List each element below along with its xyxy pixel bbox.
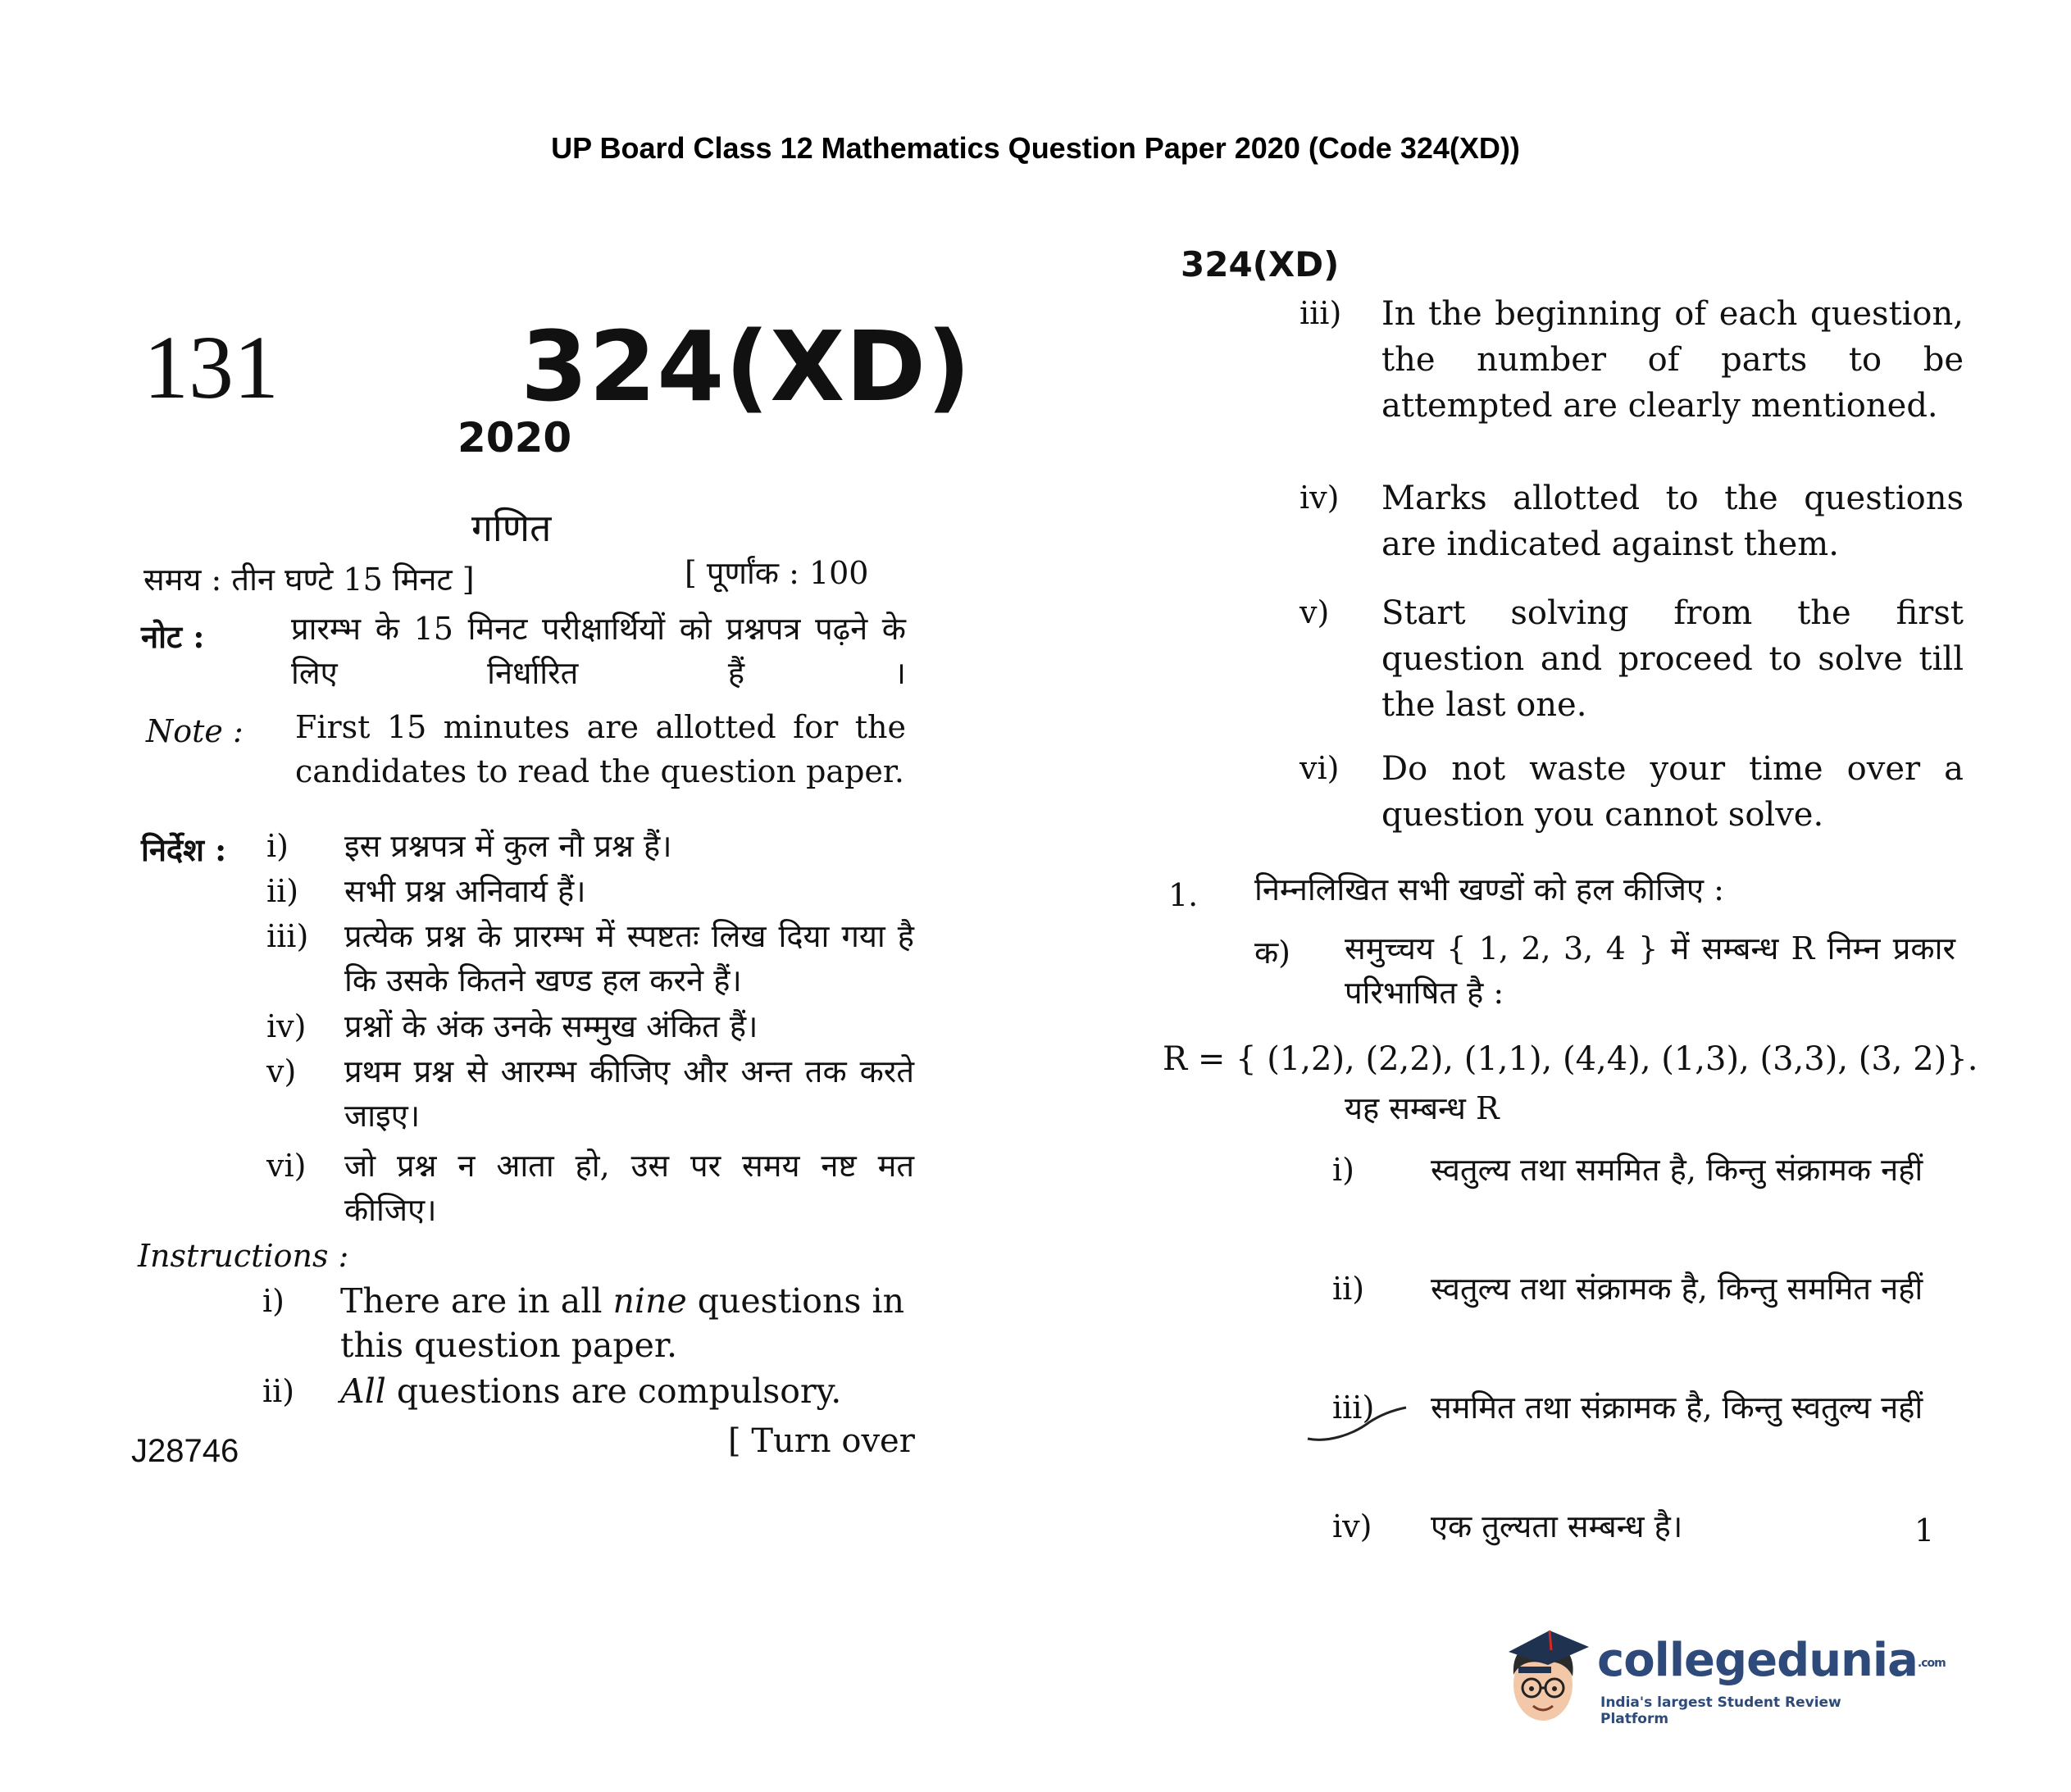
- instruction-num: i): [262, 1283, 284, 1319]
- option-item: [1332, 1504, 1955, 1553]
- collegedunia-logo[interactable]: [1500, 1619, 1946, 1734]
- option-item: [1332, 1267, 1955, 1385]
- logo-wordmark: collegedunia.com: [1597, 1634, 1946, 1687]
- instruction-text: Do not waste your time over a question you cannot solve.: [1381, 750, 1964, 834]
- page-title: UP Board Class 12 Mathematics Question Paper 2020 (Code 324(XD)): [551, 131, 1520, 165]
- paper-code-header: 324(XD): [1181, 244, 1340, 284]
- option-num: ii): [1332, 1271, 1365, 1307]
- note-en-label: Note :: [146, 713, 244, 749]
- max-marks: [ पूर्णांक : 100: [685, 555, 869, 591]
- instructions-list-left: [262, 1279, 918, 1414]
- directions-label: निर्देश :: [141, 831, 227, 868]
- relation-definition: R = { (1,2), (2,2), (1,1), (4,4), (1,3), (3,3), (3, 2)}.: [1163, 1040, 1978, 1078]
- instruction-text: Start solving from the first question and proceed to solve till the last one.: [1381, 594, 1964, 724]
- direction-num: iv): [266, 1008, 307, 1044]
- question-text: निम्नलिखित सभी खण्डों को हल कीजिए :: [1254, 871, 1724, 907]
- option-text: स्वतुल्य तथा सममित है, किन्तु संक्रामक नहीं: [1431, 1152, 1923, 1188]
- instructions-list-right: [1299, 291, 1964, 853]
- question-number: 1.: [1168, 877, 1199, 913]
- time-allowed: समय : तीन घण्टे 15 मिनट ]: [143, 562, 475, 598]
- footer-code: J28746: [131, 1433, 239, 1469]
- direction-text: प्रथम प्रश्न से आरम्भ कीजिए और अन्त तक करते जाइए।: [344, 1053, 914, 1134]
- direction-item: [266, 1144, 914, 1234]
- question-marks: 1: [1914, 1512, 1935, 1549]
- option-item: [1332, 1385, 1955, 1504]
- option-num: i): [1332, 1152, 1354, 1188]
- turn-over: [ Turn over: [728, 1422, 915, 1460]
- sub-question-text: समुच्चय { 1, 2, 3, 4 } में सम्बन्ध R निम्न प्रकार परिभाषित है :: [1345, 930, 1955, 1011]
- instructions-label: Instructions :: [138, 1238, 349, 1274]
- instruction-num: v): [1299, 594, 1330, 630]
- direction-num: iii): [266, 918, 309, 954]
- instruction-item: [262, 1279, 918, 1369]
- note-hi-text: प्रारम्भ के 15 मिनट परीक्षार्थियों को प्रश्नपत्र पढ़ने के लिए निर्धारित हैं ।: [291, 611, 906, 691]
- instruction-item: [1299, 291, 1964, 475]
- instruction-text: In the beginning of each question, the number of parts to be attempted are clearly mentioned.: [1381, 295, 1964, 425]
- instruction-num: ii): [262, 1373, 295, 1409]
- direction-item: [266, 824, 914, 869]
- option-item: [1332, 1148, 1955, 1267]
- direction-item: [266, 869, 914, 914]
- sub-question-label: क): [1254, 935, 1291, 971]
- directions-list: [266, 824, 914, 1234]
- logo-tagline: India's largest Student Review Platform: [1600, 1694, 1841, 1727]
- direction-item: [266, 914, 914, 1004]
- instruction-num: iii): [1299, 295, 1342, 331]
- direction-num: ii): [266, 873, 299, 909]
- relation-stem: यह सम्बन्ध R: [1345, 1090, 1500, 1126]
- instruction-item: [1299, 746, 1964, 853]
- instruction-item: [1299, 590, 1964, 746]
- instruction-num: vi): [1299, 750, 1340, 786]
- instruction-item: [1299, 475, 1964, 590]
- direction-text: प्रश्नों के अंक उनके सम्मुख अंकित हैं।: [344, 1008, 758, 1044]
- pen-mark: [1304, 1398, 1410, 1447]
- direction-num: vi): [266, 1148, 307, 1184]
- instruction-text: Marks allotted to the questions are indicated against them.: [1381, 480, 1964, 563]
- option-text: सममित तथा संक्रामक है, किन्तु स्वतुल्य नहीं: [1431, 1389, 1923, 1426]
- note-hi-label: नोट :: [141, 618, 205, 655]
- option-text: एक तुल्यता सम्बन्ध है।: [1431, 1508, 1683, 1544]
- instruction-num: iv): [1299, 480, 1340, 516]
- subject-title: गणित: [471, 506, 552, 550]
- instruction-text: There are in all nine questions in this question paper.: [340, 1281, 904, 1365]
- direction-num: i): [266, 828, 289, 864]
- direction-text: सभी प्रश्न अनिवार्य हैं।: [344, 873, 586, 909]
- exam-year: 2020: [457, 414, 572, 462]
- direction-num: v): [266, 1053, 297, 1089]
- option-text: स्वतुल्य तथा संक्रामक है, किन्तु सममित नहीं: [1431, 1271, 1923, 1307]
- option-num: iv): [1332, 1508, 1372, 1544]
- note-en-text: First 15 minutes are allotted for the candidates to read the question paper.: [295, 709, 906, 789]
- mascot-icon: [1500, 1619, 1591, 1734]
- direction-item: [266, 1004, 914, 1049]
- instruction-text: All questions are compulsory.: [340, 1371, 842, 1411]
- direction-text: प्रत्येक प्रश्न के प्रारम्भ में स्पष्टतः लिख दिया गया है कि उसके कितने खण्ड हल करने हैं।: [344, 918, 914, 998]
- options-list: [1332, 1148, 1955, 1553]
- option-num: iii): [1332, 1389, 1375, 1426]
- direction-text: जो प्रश्न न आता हो, उस पर समय नष्ट मत कीजिए।: [344, 1148, 914, 1228]
- paper-code: 324(XD): [521, 310, 972, 423]
- serial-number: 131: [143, 317, 279, 417]
- direction-item: [266, 1049, 914, 1144]
- direction-text: इस प्रश्नपत्र में कुल नौ प्रश्न हैं।: [344, 828, 672, 864]
- instruction-item: [262, 1369, 918, 1414]
